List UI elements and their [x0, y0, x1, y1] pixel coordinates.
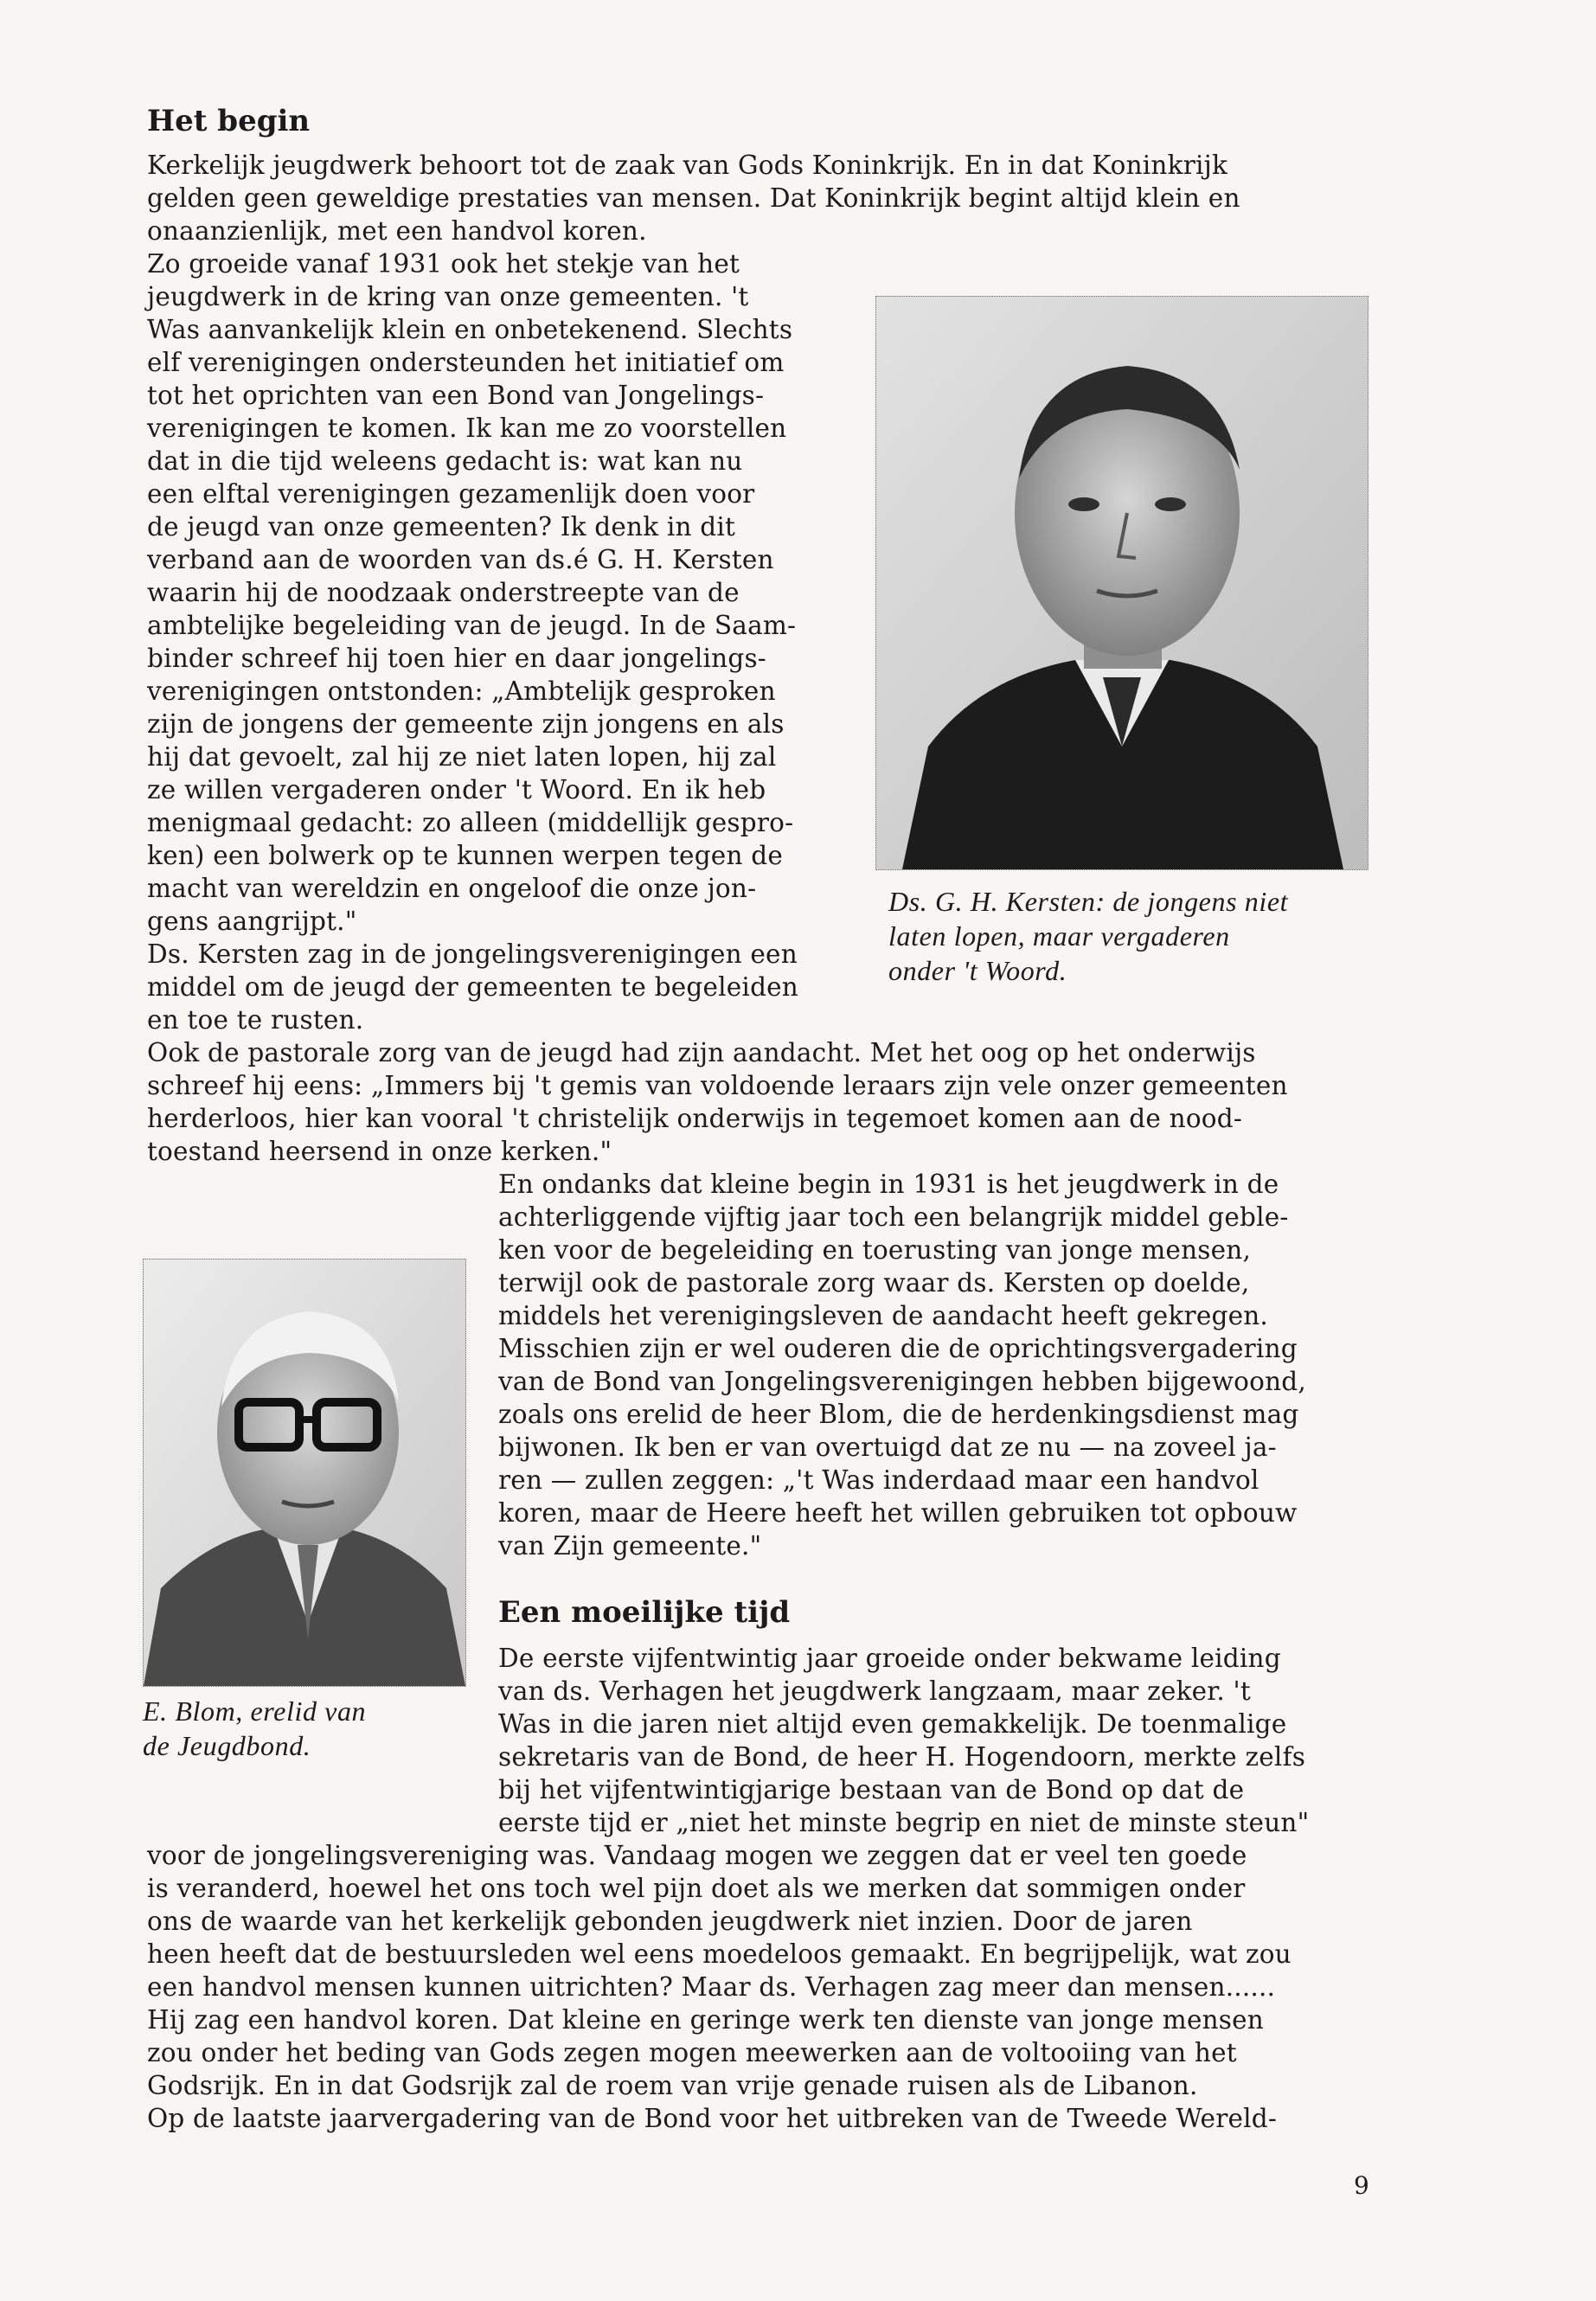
body-line: ren — zullen zeggen: „'t Was inderdaad maar een handvol: [498, 1465, 1259, 1495]
caption-line: Ds. G. H. Kersten: de jongens niet: [888, 886, 1289, 917]
caption-line: laten lopen, maar vergaderen: [888, 920, 1230, 952]
body-line: binder schreef hij toen hier en daar jongelings-: [147, 644, 766, 673]
body-line: achterliggende vijftig jaar toch een belangrijk middel geble-: [498, 1202, 1289, 1232]
body-line: eerste tijd er „niet het minste begrip en niet de minste steun": [498, 1808, 1310, 1837]
body-line: en toe te rusten.: [147, 1005, 364, 1035]
body-line: van de Bond van Jongelingsverenigingen hebben bijgewoond,: [498, 1367, 1306, 1396]
body-line: Was aanvankelijk klein en onbetekenend. Slechts: [147, 315, 793, 344]
body-line: gens aangrijpt.": [147, 907, 357, 936]
body-line: menigmaal gedacht: zo alleen (middellijk gespro-: [147, 808, 794, 837]
body-line: macht van wereldzin en ongeloof die onze jon-: [147, 874, 757, 903]
body-line: ons de waarde van het kerkelijk gebonden jeugdwerk niet inzien. Door de jaren: [147, 1907, 1193, 1936]
caption-line: onder 't Woord.: [888, 955, 1067, 986]
body-line: bij het vijfentwintigjarige bestaan van de Bond op dat de: [498, 1775, 1245, 1804]
body-line: tot het oprichten van een Bond van Jongelings-: [147, 381, 765, 410]
body-line: is veranderd, hoewel het ons toch wel pijn doet als we merken dat sommigen onder: [147, 1874, 1246, 1903]
caption-line: E. Blom, erelid van: [143, 1695, 367, 1727]
body-line: De eerste vijfentwintig jaar groeide onder bekwame leiding: [498, 1644, 1281, 1673]
body-line: bijwonen. Ik ben er van overtuigd dat ze nu — na zoveel ja-: [498, 1433, 1277, 1462]
body-line: ambtelijke begeleiding van de jeugd. In de Saam-: [147, 611, 797, 640]
body-line: de jeugd van onze gemeenten? Ik denk in dit: [147, 512, 736, 542]
body-line: Godsrijk. En in dat Godsrijk zal de roem van vrije genade ruisen als de Libanon.: [147, 2071, 1198, 2100]
body-line: En ondanks dat kleine begin in 1931 is het jeugdwerk in de: [498, 1170, 1279, 1199]
body-line: onaanzienlijk, met een handvol koren.: [147, 216, 647, 246]
portrait-photo-kersten: [875, 296, 1368, 870]
body-line: gelden geen geweldige prestaties van mensen. Dat Koninkrijk begint altijd klein en: [147, 183, 1240, 213]
body-line: schreef hij eens: „Immers bij 't gemis van voldoende leraars zijn vele onzer gemeenten: [147, 1071, 1288, 1100]
body-line: verenigingen ontstonden: „Ambtelijk gesproken: [147, 676, 776, 706]
body-line: zijn de jongens der gemeente zijn jongens en als: [147, 709, 785, 739]
body-line: zoals ons erelid de heer Blom, die de herdenkingsdienst mag: [498, 1400, 1299, 1429]
body-line: waarin hij de noodzaak onderstreepte van de: [147, 578, 740, 607]
body-line: Misschien zijn er wel ouderen die de oprichtingsvergadering: [498, 1334, 1298, 1363]
body-line: verenigingen te komen. Ik kan me zo voorstellen: [147, 413, 787, 443]
page-number: 9: [1354, 2171, 1369, 2200]
body-line: ken voor de begeleiding en toerusting van jonge mensen,: [498, 1235, 1252, 1265]
body-line: middels het verenigingsleven de aandacht heeft gekregen.: [498, 1301, 1269, 1330]
body-line: terwijl ook de pastorale zorg waar ds. Kersten op doelde,: [498, 1268, 1250, 1298]
body-line: verband aan de woorden van ds.é G. H. Kersten: [147, 545, 774, 574]
body-line: jeugdwerk in de kring van onze gemeenten. 't: [147, 282, 749, 311]
body-line: heen heeft dat de bestuursleden wel eens moedeloos gemaakt. En begrijpelijk, wat zou: [147, 1939, 1292, 1969]
body-line: elf verenigingen ondersteunden het initiatief om: [147, 348, 785, 377]
section-heading-een-moeilijke-tijd: Een moeilijke tijd: [498, 1595, 791, 1630]
body-line: middel om de jeugd der gemeenten te begeleiden: [147, 972, 799, 1002]
body-line: zou onder het beding van Gods zegen mogen meewerken aan de voltooiing van het: [147, 2038, 1237, 2067]
portrait-kersten-image: [876, 297, 1368, 869]
body-line: Was in die jaren niet altijd even gemakkelijk. De toenmalige: [498, 1709, 1287, 1739]
section-heading-het-begin: Het begin: [147, 104, 311, 138]
body-line: toestand heersend in onze kerken.": [147, 1137, 612, 1166]
body-line: herderloos, hier kan vooral 't christelijk onderwijs in tegemoet komen aan de nood-: [147, 1104, 1242, 1133]
body-line: koren, maar de Heere heeft het willen gebruiken tot opbouw: [498, 1498, 1298, 1528]
portrait-blom-image: [144, 1259, 465, 1686]
body-line: Kerkelijk jeugdwerk behoort tot de zaak van Gods Koninkrijk. En in dat Koninkrijk: [147, 151, 1228, 180]
body-line: een handvol mensen kunnen uitrichten? Maar ds. Verhagen zag meer dan mensen......: [147, 1972, 1276, 2002]
body-line: Op de laatste jaarvergadering van de Bond voor het uitbreken van de Tweede Wereld-: [147, 2104, 1278, 2133]
body-line: van Zijn gemeente.": [498, 1531, 762, 1561]
body-line: Ds. Kersten zag in de jongelingsverenigingen een: [147, 939, 798, 969]
body-line: een elftal verenigingen gezamenlijk doen voor: [147, 479, 755, 509]
portrait-photo-blom: [143, 1259, 466, 1687]
body-line: hij dat gevoelt, zal hij ze niet laten lopen, hij zal: [147, 742, 777, 772]
body-line: Hij zag een handvol koren. Dat kleine en geringe werk ten dienste van jonge mensen: [147, 2005, 1265, 2035]
body-line: sekretaris van de Bond, de heer H. Hogendoorn, merkte zelfs: [498, 1742, 1306, 1772]
body-line: voor de jongelingsvereniging was. Vandaag mogen we zeggen dat er veel ten goede: [147, 1841, 1247, 1870]
body-line: dat in die tijd weleens gedacht is: wat kan nu: [147, 446, 743, 476]
body-line: ze willen vergaderen onder 't Woord. En ik heb: [147, 775, 766, 804]
caption-line: de Jeugdbond.: [143, 1730, 311, 1761]
body-line: ken) een bolwerk op te kunnen werpen tegen de: [147, 841, 783, 870]
body-line: van ds. Verhagen het jeugdwerk langzaam, maar zeker. 't: [498, 1676, 1251, 1706]
body-line: Ook de pastorale zorg van de jeugd had zijn aandacht. Met het oog op het onderwijs: [147, 1038, 1256, 1067]
body-line: Zo groeide vanaf 1931 ook het stekje van het: [147, 249, 740, 279]
